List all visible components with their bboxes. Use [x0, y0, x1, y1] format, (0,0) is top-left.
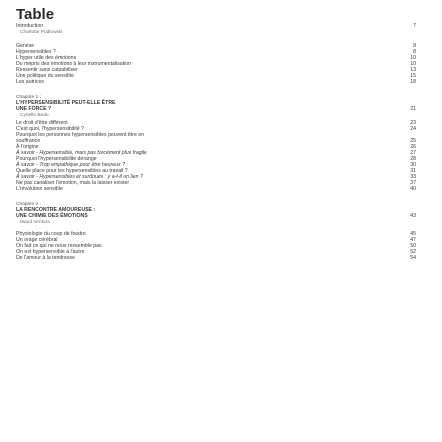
toc-entry-title: À l'origine — [16, 144, 39, 150]
toc-page-number: 47 — [410, 237, 416, 243]
toc-entry-title: À savoir - Hypersensibles et surdoués : y a-t-il un lien ? — [16, 174, 143, 180]
toc-page-number: 10 — [410, 61, 416, 67]
toc-page-number: 13 — [410, 67, 416, 73]
toc-page-number: 10 — [410, 55, 416, 61]
toc-page-number: 25 — [410, 138, 416, 144]
toc-page-number: 21 — [410, 106, 416, 112]
toc-chapter-label: Chapitre 2 : — [16, 202, 41, 207]
toc-entry-title: Pourquoi les personnes hypersensibles peuvent être en — [16, 132, 145, 138]
toc-page-number: 30 — [410, 162, 416, 168]
toc-entry-title: Introduction — [16, 23, 44, 29]
toc-entry-title: Pourquoi l'hypersensibilité dérange — [16, 156, 97, 162]
toc-page-number: 28 — [410, 156, 416, 162]
toc-page-number: 8 — [413, 43, 416, 49]
toc-entry-title: Physiologie du coup de foudre — [16, 231, 86, 237]
toc-author: Maud Ventura — [20, 220, 50, 225]
toc-entry-title: Du mépris des émotions à leur instrumentalisation — [16, 61, 132, 67]
toc-page-number: 31 — [410, 168, 416, 174]
toc-entry-title: Le droit d'être différent — [16, 120, 68, 126]
toc-entry-title: L'révolution sensible — [16, 186, 63, 192]
toc-entry — [20, 28, 336, 36]
toc-entry-title: Un orage cérébral — [16, 237, 58, 243]
toc-chapter-title: UNE FORCE ? — [16, 106, 52, 112]
toc-page-number: 45 — [410, 231, 416, 237]
toc-page-number: 37 — [410, 180, 416, 186]
toc-entry — [20, 111, 336, 119]
toc-entry — [16, 185, 332, 193]
toc-author: Cyrielle Bedu — [20, 113, 49, 118]
page-title: Table — [16, 6, 55, 23]
toc-entry-title: Une politique du sensible — [16, 73, 74, 79]
toc-entry — [16, 78, 332, 86]
toc-entry — [20, 218, 336, 226]
toc-page-number: 24 — [410, 126, 416, 132]
toc-entry-title: On est hypersensible à l'autre — [16, 249, 85, 255]
toc-page-number: 27 — [410, 150, 416, 156]
toc-entry-title: Quelle place pour les hypersensibles au travail ? — [16, 168, 128, 174]
toc-entry-title: Genèse — [16, 43, 35, 49]
toc-chapter-title: LA RENCONTRE AMOUREUSE : — [16, 207, 96, 213]
toc-page-number: 40 — [410, 186, 416, 192]
toc-entry-title: À savoir - Hypersensible, mais pas forcément plus fragile — [16, 150, 147, 156]
toc-entry-title: On fait ce qui ne nous ressemble pas — [16, 243, 102, 249]
toc-chapter-title: L'HYPERSENSIBILITÉ PEUT-ELLE ÊTRE — [16, 100, 116, 106]
toc-chapter-label: Chapitre 1 : — [16, 95, 41, 100]
toc-page-number: 15 — [410, 73, 416, 79]
toc-entry-title: Ressentir sans culpabiliser — [16, 67, 78, 73]
toc-page-number: 43 — [410, 213, 416, 219]
toc-page-number: 50 — [410, 243, 416, 249]
toc-page-number: 26 — [410, 144, 416, 150]
toc-chapter-title: UNE CHIMIE DES ÉMOTIONS — [16, 213, 88, 219]
toc-entry-title: L'hyper utile des émotions — [16, 55, 77, 61]
toc-page-number: 8 — [413, 49, 416, 55]
toc-entry-title: À savoir - Trop empathique pour être heureux ? — [16, 162, 125, 168]
toc-page-number: 18 — [410, 79, 416, 85]
toc-entry — [16, 254, 332, 262]
toc-entry-title: Les autrices — [16, 79, 44, 85]
toc-entry-title: Ne pas canaliser l'émotion, mais la laisser exister — [16, 180, 130, 186]
toc-page-number: 54 — [410, 255, 416, 261]
toc-entry-title: Hypersensibles ? — [16, 49, 56, 55]
toc-entry-title: souffrance — [16, 138, 41, 144]
toc-page-number: 23 — [410, 120, 416, 126]
toc-author: Charlotte Pudlowski — [20, 30, 63, 35]
toc-page-number: 7 — [413, 23, 416, 29]
toc-entry-title: De l'amour à la tendresse — [16, 255, 75, 261]
toc-entry-title: C'est quoi, l'hypersensibilité ? — [16, 126, 85, 132]
toc-page-number: 33 — [410, 174, 416, 180]
toc-page-number: 52 — [410, 249, 416, 255]
